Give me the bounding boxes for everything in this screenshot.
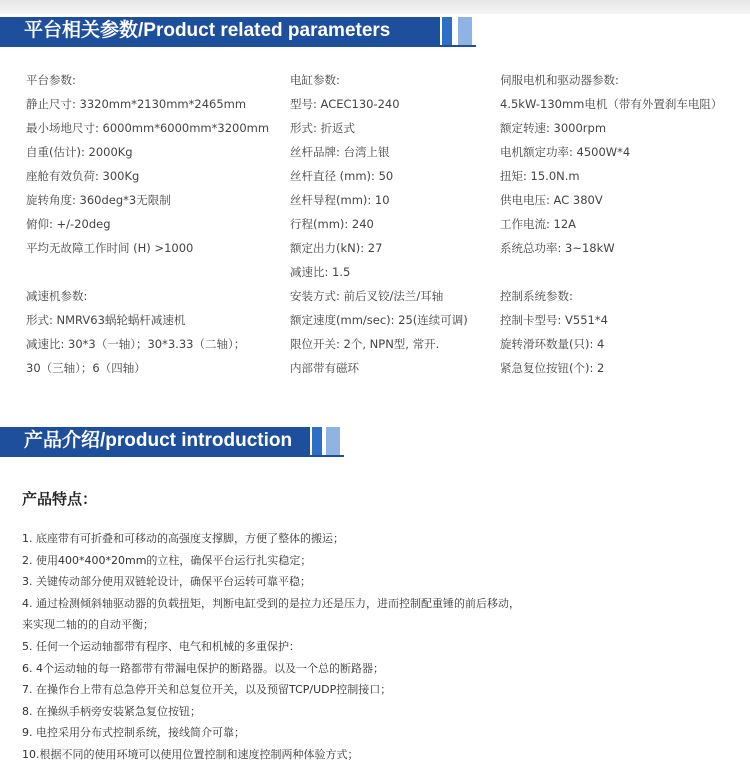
intro-section-title: 产品介绍/product introduction bbox=[24, 430, 293, 451]
params-column-servo bbox=[500, 68, 745, 380]
param-line: 旋转角度: 360deg*3无限制 bbox=[26, 193, 171, 207]
param-line: 限位开关: 2个, NPN型, 常开. bbox=[290, 337, 440, 351]
params-header-accent bbox=[442, 17, 452, 45]
feature-item: 8. 在操纵手柄旁安装紧急复位按钮； bbox=[22, 704, 201, 718]
param-line: 扭矩: 15.0N.m bbox=[500, 169, 580, 183]
feature-item: 2. 使用400*400*20mm的立柱，确保平台运行扎实稳定； bbox=[22, 553, 312, 567]
param-line: 型号: ACEC130-240 bbox=[290, 97, 400, 111]
param-line: 平均无故障工作时间 (H) >1000 bbox=[26, 241, 194, 255]
feature-item: 6. 4个运动轴的每一路都带有带漏电保护的断路器。以及一个总的断路器； bbox=[22, 661, 384, 675]
param-line: 额定速度(mm/sec): 25(连续可调) bbox=[290, 313, 468, 327]
param-line: 内部带有磁环 bbox=[290, 361, 359, 375]
param-group-heading: 减速机参数: bbox=[26, 289, 88, 303]
intro-header-accent bbox=[312, 427, 322, 455]
feature-item: 10.根据不同的使用环境可以使用位置控制和速度控制两种体验方式； bbox=[22, 747, 359, 761]
features-list bbox=[22, 528, 742, 766]
params-section-title: 平台相关参数/Product related parameters bbox=[24, 20, 391, 41]
params-header-rule bbox=[0, 45, 476, 47]
spacer bbox=[26, 260, 288, 284]
params-column-cylinder bbox=[290, 68, 500, 380]
intro-header-accent-light bbox=[326, 427, 340, 455]
feature-item: 5. 任何一个运动轴都带有程序、电气和机械的多重保护： bbox=[22, 639, 300, 653]
param-line: 紧急复位按钮(个): 2 bbox=[500, 361, 605, 375]
param-line: 丝杆直径 (mm): 50 bbox=[290, 169, 394, 183]
param-group-heading: 伺服电机和驱动器参数: bbox=[500, 73, 619, 87]
param-line: 减速比: 1.5 bbox=[290, 265, 351, 279]
param-line: 丝杆品牌: 台湾上银 bbox=[290, 145, 390, 159]
param-line: 4.5kW-130mm电机（带有外置刹车电阻） bbox=[500, 97, 723, 111]
feature-item: 4. 通过检测倾斜轴驱动器的负载扭矩，判断电缸受到的是拉力还是压力，进而控制配重锤的前后移动， bbox=[22, 596, 520, 610]
param-line: 减速比: 30*3（一轴）；30*3.33（二轴）； bbox=[26, 337, 246, 351]
param-line: 座舱有效负荷: 300Kg bbox=[26, 169, 140, 183]
intro-section-header bbox=[0, 427, 344, 455]
param-line: 旋转滑环数量(只): 4 bbox=[500, 337, 605, 351]
params-section-header bbox=[0, 17, 476, 45]
intro-header-rule bbox=[0, 455, 344, 457]
param-line: 控制卡型号: V551*4 bbox=[500, 313, 608, 327]
param-line: 安装方式: 前后叉铰/法兰/耳轴 bbox=[290, 289, 444, 303]
param-line: 最小场地尺寸: 6000mm*6000mm*3200mm bbox=[26, 121, 270, 135]
param-line: 形式: NMRV63蜗轮蜗杆减速机 bbox=[26, 313, 186, 327]
feature-item: 3. 关键传动部分使用双链轮设计，确保平台运转可靠平稳； bbox=[22, 575, 311, 589]
param-line: 电机额定功率: 4500W*4 bbox=[500, 145, 631, 159]
feature-item: 7. 在操作台上带有总急停开关和总复位开关，以及预留TCP/UDP控制接口； bbox=[22, 683, 392, 697]
feature-item: 1. 底座带有可折叠和可移动的高强度支撑脚，方便了整体的搬运； bbox=[22, 532, 344, 545]
features-heading: 产品特点： bbox=[22, 490, 98, 508]
param-line: 自重(估计): 2000Kg bbox=[26, 145, 133, 159]
param-line: 丝杆导程(mm): 10 bbox=[290, 193, 390, 207]
param-line: 俯仰: +/-20deg bbox=[26, 217, 111, 231]
params-column-platform bbox=[26, 68, 288, 380]
param-line: 静止尺寸: 3320mm*2130mm*2465mm bbox=[26, 97, 247, 111]
param-line: 30（三轴）；6（四轴） bbox=[26, 361, 146, 375]
param-line: 形式: 折返式 bbox=[290, 121, 356, 135]
params-header-accent-light bbox=[458, 17, 472, 45]
top-border-strip bbox=[0, 0, 750, 14]
param-group-heading: 平台参数: bbox=[26, 73, 76, 87]
param-group-heading: 电缸参数: bbox=[290, 73, 340, 87]
feature-item: 9. 电控采用分布式控制系统，接线简介可靠； bbox=[22, 726, 245, 740]
param-line: 工作电流: 12A bbox=[500, 217, 577, 231]
feature-item: 来实现二轴的的自动平衡； bbox=[22, 618, 154, 632]
param-line: 系统总功率: 3~18kW bbox=[500, 241, 615, 255]
spacer bbox=[500, 260, 745, 284]
param-group-heading: 控制系统参数: bbox=[500, 289, 573, 303]
param-line: 额定出力(kN): 27 bbox=[290, 241, 383, 255]
param-line: 额定转速: 3000rpm bbox=[500, 121, 607, 135]
param-line: 行程(mm): 240 bbox=[290, 217, 374, 231]
param-line: 供电电压: AC 380V bbox=[500, 193, 603, 207]
